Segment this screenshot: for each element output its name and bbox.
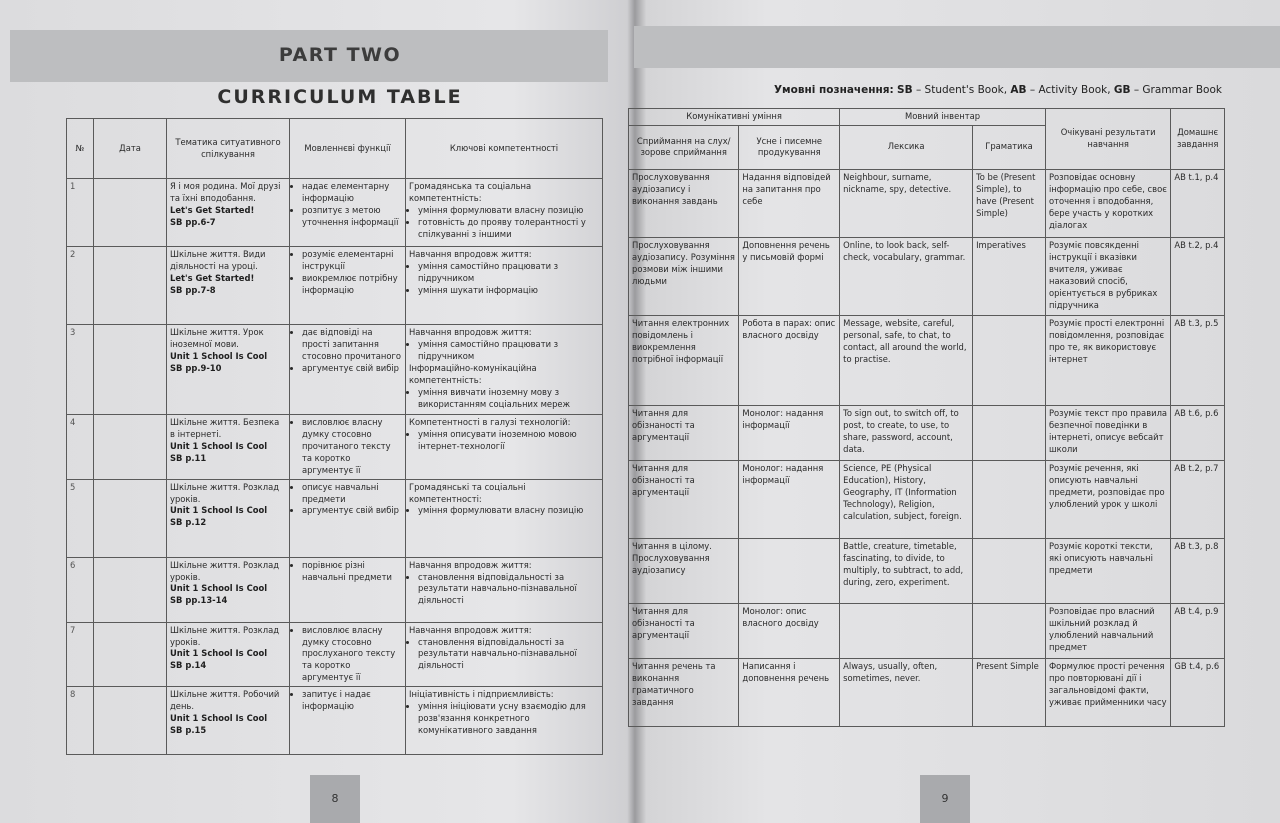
cell-production: Монолог: опис власного досвіду — [739, 603, 840, 658]
row-number: 3 — [67, 325, 94, 415]
topic-unit: Unit 1 School Is Cool — [170, 505, 268, 516]
cell-grammar: To be (Present Simple), to have (Present Simple) — [973, 169, 1046, 237]
competence-item: • уміння описувати іноземною мовою інтернет-технології — [418, 429, 599, 453]
table-header-row — [67, 119, 603, 179]
curriculum-table-right — [628, 108, 1225, 727]
topic-pages: SB p.14 — [170, 660, 207, 671]
cell-homework: AB t.3, p.8 — [1171, 538, 1225, 603]
cell-perception: Читання в цілому. Прослуховування аудіозапису — [629, 538, 739, 603]
row-number: 5 — [67, 479, 94, 557]
function-item: • дає відповіді на прості запитання стосовно прочитаного — [302, 327, 402, 363]
row-topic — [167, 622, 290, 687]
competence-list — [409, 429, 599, 453]
topic-pages: SB p.15 — [170, 724, 207, 735]
header-band-right — [634, 26, 1280, 68]
cell-results: Розуміє текст про правила безпечної поведінки в інтернеті, описує вебсайт школи — [1045, 405, 1170, 460]
table-row — [67, 415, 603, 480]
table-row — [629, 538, 1225, 603]
row-functions — [290, 247, 406, 325]
cell-results: Розповідає про власний шкільний розклад й улюблений навчальний предмет — [1045, 603, 1170, 658]
cell-lexis: Science, PE (Physical Education), History, Geography, IT (Information Technology), Religion, calculation, subject, foreign. — [840, 460, 973, 538]
function-item: • запитує і надає інформацію — [302, 689, 402, 713]
cell-homework: AB t.3, p.5 — [1171, 315, 1225, 405]
row-date — [94, 687, 167, 755]
competence-title-2: Інформаційно-комунікаційна компетентність: — [409, 362, 537, 385]
competence-item: • уміння ініціювати усну взаємодію для розв'язання конкретного комунікативного завдання — [418, 701, 599, 737]
row-competences — [406, 247, 603, 325]
cell-perception: Прослуховування аудіозапису. Розуміння розмови між іншими людьми — [629, 237, 739, 315]
cell-grammar — [973, 460, 1046, 538]
row-date — [94, 557, 167, 622]
legend-ab-text: – Activity Book, — [1026, 84, 1114, 96]
left-page — [0, 0, 628, 823]
cell-lexis: Always, usually, often, sometimes, never. — [840, 658, 973, 726]
row-topic — [167, 687, 290, 755]
cell-homework: GB t.4, p.6 — [1171, 658, 1225, 726]
competence-list — [409, 505, 599, 517]
cell-results: Розуміє повсякденні інструкції і вказівки вчителя, уживає наказовий спосіб, орієнтується в рубриках підручника — [1045, 237, 1170, 315]
topic-pages: SB p.12 — [170, 517, 207, 528]
curriculum-table-left — [66, 118, 603, 755]
cell-lexis: Battle, creature, timetable, fascinating, to divide, to multiply, to subtract, to add, during, zero, experiment. — [840, 538, 973, 603]
functions-list — [293, 689, 402, 713]
functions-list — [293, 417, 402, 477]
cell-grammar: Present Simple — [973, 658, 1046, 726]
legend-sb: SB — [897, 84, 913, 96]
competence-item: • готовність до прояву толерантності у спілкуванні з іншими — [418, 217, 599, 241]
header-communicative: Комунікативні уміння — [629, 109, 840, 126]
header-date: Дата — [94, 119, 167, 179]
row-date — [94, 325, 167, 415]
competence-list — [409, 637, 599, 673]
competence-item: • уміння формулювати власну позицію — [418, 205, 599, 217]
header-functions: Мовленнєві функції — [290, 119, 406, 179]
topic-unit: Let's Get Started! — [170, 272, 255, 283]
cell-production: Монолог: надання інформації — [739, 460, 840, 538]
right-page — [628, 0, 1280, 823]
header-homework: Домашнє завдання — [1171, 109, 1225, 170]
competence-item: • уміння самостійно працювати з підручником — [418, 339, 599, 363]
cell-production: Надання відповідей на запитання про себе — [739, 169, 840, 237]
row-number: 7 — [67, 622, 94, 687]
row-topic — [167, 325, 290, 415]
legend-sb-text: – Student's Book, — [912, 84, 1011, 96]
table-row — [67, 622, 603, 687]
topic-pages: SB pp.7-8 — [170, 284, 216, 295]
cell-grammar — [973, 315, 1046, 405]
legend-gb-text: – Grammar Book — [1130, 84, 1222, 96]
function-item: • надає елементарну інформацію — [302, 181, 402, 205]
competence-item: • уміння формулювати власну позицію — [418, 505, 599, 517]
topic-pages: SB pp.6-7 — [170, 216, 216, 227]
table-row — [67, 479, 603, 557]
function-item: • виокремлює потрібну інформацію — [302, 273, 402, 297]
cell-results: Розповідає основну інформацію про себе, своє оточення і вподобання, бере участь у коротких діалогах — [1045, 169, 1170, 237]
row-competences — [406, 622, 603, 687]
cell-perception: Читання для обізнаності та аргументації — [629, 460, 739, 538]
function-item: • аргументує свій вибір — [302, 505, 402, 517]
header-competences: Ключові компетентності — [406, 119, 603, 179]
cell-grammar — [973, 538, 1046, 603]
cell-homework: AB t.2, p.4 — [1171, 237, 1225, 315]
header-grammar: Граматика — [973, 125, 1046, 169]
legend-ab: AB — [1010, 84, 1027, 96]
curriculum-title: CURRICULUM TABLE — [217, 86, 463, 108]
functions-list — [293, 327, 402, 375]
cell-production: Доповнення речень у письмовій формі — [739, 237, 840, 315]
cell-perception: Читання для обізнаності та аргументації — [629, 405, 739, 460]
function-item: • порівнює різні навчальні предмети — [302, 560, 402, 584]
row-date — [94, 179, 167, 247]
row-functions — [290, 687, 406, 755]
row-functions — [290, 325, 406, 415]
cell-production — [739, 538, 840, 603]
cell-lexis — [840, 603, 973, 658]
cell-results: Розуміє речення, які описують навчальні предмети, розповідає про улюблений урок у школі — [1045, 460, 1170, 538]
row-competences — [406, 325, 603, 415]
cell-production: Написання і доповнення речень — [739, 658, 840, 726]
competence-title: Навчання впродовж життя: — [409, 249, 532, 259]
function-item: • аргументує свій вибір — [302, 363, 402, 375]
row-date — [94, 479, 167, 557]
row-functions — [290, 622, 406, 687]
topic-unit: Let's Get Started! — [170, 204, 255, 215]
cell-homework: AB t.6, p.6 — [1171, 405, 1225, 460]
topic-text: Шкільне життя. Розклад уроків. — [170, 624, 279, 647]
function-item: • розуміє елементарні інструкції — [302, 249, 402, 273]
competence-item: • уміння вивчати іноземну мову з використанням соціальних мереж — [418, 387, 599, 411]
header-production: Усне і писемне продукування — [739, 125, 840, 169]
row-number: 2 — [67, 247, 94, 325]
row-number: 1 — [67, 179, 94, 247]
competence-title: Навчання впродовж життя: — [409, 624, 532, 635]
row-competences — [406, 557, 603, 622]
function-item: • висловлює власну думку стосовно прочитаного тексту та коротко аргументує її — [302, 417, 402, 477]
cell-production: Робота в парах: опис власного досвіду — [739, 315, 840, 405]
row-date — [94, 247, 167, 325]
table-row — [67, 687, 603, 755]
topic-unit: Unit 1 School Is Cool — [170, 648, 268, 659]
table-row — [629, 460, 1225, 538]
row-topic — [167, 479, 290, 557]
function-item: • розпитує з метою уточнення інформації — [302, 205, 402, 229]
cell-perception: Читання речень та виконання граматичного завдання — [629, 658, 739, 726]
legend — [774, 84, 1222, 96]
topic-pages: SB pp.9-10 — [170, 362, 222, 373]
competence-list-2 — [409, 387, 599, 411]
header-results: Очікувані результати навчання — [1045, 109, 1170, 170]
topic-unit: Unit 1 School Is Cool — [170, 583, 268, 594]
cell-perception: Читання для обізнаності та аргументації — [629, 603, 739, 658]
row-functions — [290, 415, 406, 480]
header-perception: Сприймання на слух/зорове сприймання — [629, 125, 739, 169]
competence-list — [409, 261, 599, 297]
row-number: 4 — [67, 415, 94, 480]
table-row — [67, 179, 603, 247]
cell-lexis: Message, website, careful, personal, safe, to chat, to contact, all around the world, to practise. — [840, 315, 973, 405]
competence-title: Ініціативність і підприємливість: — [409, 689, 554, 700]
competence-title: Компетентності в галузі технологій: — [409, 417, 571, 427]
competence-item: • уміння шукати інформацію — [418, 285, 599, 297]
competence-title: Громадянська та соціальна компетентність: — [409, 181, 532, 203]
row-topic — [167, 415, 290, 480]
topic-unit: Unit 1 School Is Cool — [170, 713, 268, 724]
row-number: 8 — [67, 687, 94, 755]
table-row — [67, 247, 603, 325]
topic-pages: SB pp.13-14 — [170, 595, 228, 606]
cell-lexis: Online, to look back, self-check, vocabulary, grammar. — [840, 237, 973, 315]
competence-item: • становлення відповідальності за результати навчально-пізнавальної діяльності — [418, 637, 599, 673]
row-date — [94, 415, 167, 480]
topic-text: Шкільне життя. Робочий день. — [170, 689, 280, 712]
row-functions — [290, 179, 406, 247]
row-competences — [406, 415, 603, 480]
cell-grammar: Imperatives — [973, 237, 1046, 315]
competence-title: Навчання впродовж життя: — [409, 327, 532, 337]
cell-results: Формулює прості речення про повторювані дії і загальновідомі факти, уживає прийменники часу — [1045, 658, 1170, 726]
header-language: Мовний інвентар — [840, 109, 1046, 126]
legend-gb: GB — [1113, 84, 1131, 96]
table-row — [629, 169, 1225, 237]
competence-list — [409, 339, 599, 363]
row-competences — [406, 179, 603, 247]
function-item: • висловлює власну думку стосовно прослуханого тексту та коротко аргументує її — [302, 625, 402, 685]
functions-list — [293, 560, 402, 584]
competence-title: Громадянські та соціальні компетентності: — [409, 481, 526, 504]
cell-grammar — [973, 405, 1046, 460]
row-topic — [167, 247, 290, 325]
legend-label: Умовні позначення: — [773, 84, 894, 96]
functions-list — [293, 625, 402, 685]
topic-text: Шкільне життя. Розклад уроків. — [170, 481, 279, 504]
table-row — [629, 315, 1225, 405]
competence-title: Навчання впродовж життя: — [409, 559, 532, 570]
row-competences — [406, 479, 603, 557]
competence-list — [409, 205, 599, 241]
table-row — [67, 557, 603, 622]
functions-list — [293, 181, 402, 229]
row-topic — [167, 557, 290, 622]
cell-perception: Прослуховування аудіозапису і виконання завдань — [629, 169, 739, 237]
cell-production: Монолог: надання інформації — [739, 405, 840, 460]
topic-pages: SB p.11 — [170, 452, 207, 463]
row-date — [94, 622, 167, 687]
cell-lexis: To sign out, to switch off, to post, to create, to use, to share, password, account, data. — [840, 405, 973, 460]
topic-text: Шкільне життя. Розклад уроків. — [170, 559, 279, 582]
header-lexis: Лексика — [840, 125, 973, 169]
competence-item: • уміння самостійно працювати з підручником — [418, 261, 599, 285]
row-functions — [290, 557, 406, 622]
function-item: • описує навчальні предмети — [302, 482, 402, 506]
cell-homework: AB t.2, p.7 — [1171, 460, 1225, 538]
page-number-left: 8 — [310, 775, 360, 823]
cell-results: Розуміє короткі тексти, які описують навчальні предмети — [1045, 538, 1170, 603]
row-number: 6 — [67, 557, 94, 622]
row-competences — [406, 687, 603, 755]
competence-list — [409, 701, 599, 737]
header-topic: Тематика ситуативного спілкування — [167, 119, 290, 179]
table-row — [629, 237, 1225, 315]
table-row — [629, 658, 1225, 726]
table-row — [629, 405, 1225, 460]
cell-grammar — [973, 603, 1046, 658]
cell-homework: AB t.4, p.9 — [1171, 603, 1225, 658]
part-title: PART TWO — [278, 44, 402, 66]
header-no: № — [67, 119, 94, 179]
topic-unit: Unit 1 School Is Cool — [170, 350, 268, 361]
table-row — [629, 603, 1225, 658]
cell-perception: Читання електронних повідомлень і виокремлення потрібної інформації — [629, 315, 739, 405]
row-functions — [290, 479, 406, 557]
topic-text: Шкільне життя. Безпека в інтернеті. — [170, 417, 280, 439]
cell-lexis: Neighbour, surname, nickname, spy, detective. — [840, 169, 973, 237]
topic-unit: Unit 1 School Is Cool — [170, 440, 268, 451]
cell-homework: AB t.1, p.4 — [1171, 169, 1225, 237]
competence-list — [409, 572, 599, 608]
cell-results: Розуміє прості електронні повідомлення, розповідає про те, як використовує інтернет — [1045, 315, 1170, 405]
functions-list — [293, 482, 402, 518]
page-number-right: 9 — [920, 775, 970, 823]
functions-list — [293, 249, 402, 297]
competence-item: • становлення відповідальності за результати навчально-пізнавальної діяльності — [418, 572, 599, 608]
topic-text: Я і моя родина. Мої друзі та їхні вподобання. — [170, 181, 281, 203]
table-row — [67, 325, 603, 415]
topic-text: Шкільне життя. Урок іноземної мови. — [170, 327, 264, 349]
row-topic — [167, 179, 290, 247]
topic-text: Шкільне життя. Види діяльності на уроці. — [170, 249, 266, 271]
table-header-row-1 — [629, 109, 1225, 126]
